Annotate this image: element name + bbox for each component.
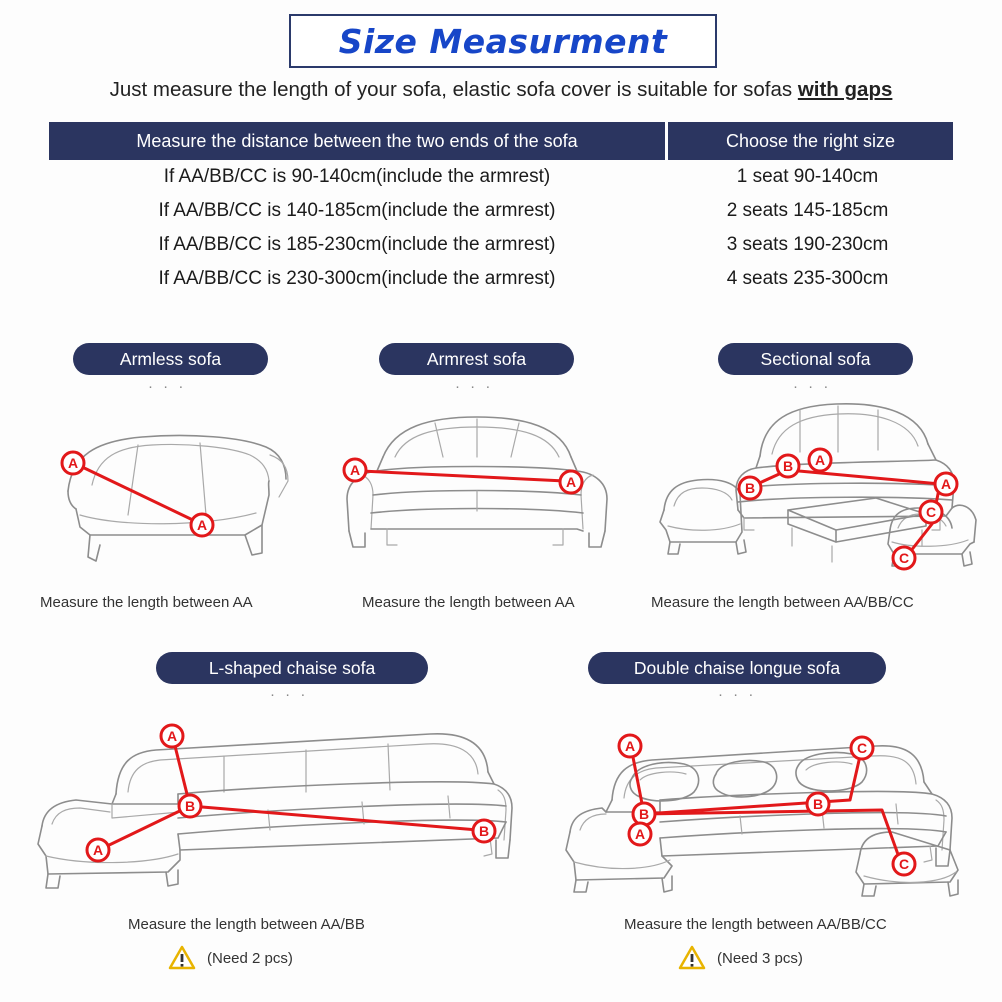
- section-dots: · · ·: [793, 378, 832, 395]
- measure-point-label: B: [184, 798, 196, 814]
- title-box: [289, 14, 717, 68]
- note-l-shaped-chaise-sofa: (Need 2 pcs): [207, 950, 293, 967]
- caption-armrest-sofa: Measure the length between AA: [362, 594, 575, 611]
- section-label-l-shaped-chaise-sofa: L-shaped chaise sofa: [156, 652, 428, 684]
- measure-point-label: C: [925, 504, 937, 520]
- measure-point-label: A: [166, 728, 178, 744]
- size-table: [49, 122, 953, 296]
- subtitle: [0, 78, 1002, 102]
- table-cell-condition: If AA/BB/CC is 230-300cm(include the armrest): [158, 268, 556, 289]
- measure-point-label: A: [940, 476, 952, 492]
- section-dots: · · ·: [455, 378, 494, 395]
- measure-point-label: A: [814, 452, 826, 468]
- measure-point-label: A: [634, 826, 646, 842]
- table-header-row: [49, 122, 953, 160]
- section-label-sectional-sofa: Sectional sofa: [718, 343, 913, 375]
- armrest-sofa-illustration: [325, 395, 625, 580]
- section-label-double-chaise-longue-sofa: Double chaise longue sofa: [588, 652, 886, 684]
- table-row: [49, 262, 953, 296]
- subtitle-lead: Just measure the length of your sofa, elastic sofa cover is suitable for sofas: [109, 78, 798, 101]
- warning-triangle-icon: [678, 945, 706, 971]
- l-shaped-chaise-sofa-illustration: [28, 700, 538, 900]
- section-label-armrest-sofa: Armrest sofa: [379, 343, 574, 375]
- table-cell-condition: If AA/BB/CC is 140-185cm(include the armrest): [158, 200, 556, 221]
- subtitle-emphasis: with gaps: [797, 78, 893, 101]
- measure-point-label: C: [898, 856, 910, 872]
- measure-point-label: B: [478, 823, 490, 839]
- measure-point-label: B: [782, 458, 794, 474]
- table-header-left: Measure the distance between the two ends of the sofa: [49, 122, 668, 160]
- table-cell-size: 4 seats 235-300cm: [726, 268, 889, 289]
- warning-triangle-icon: [168, 945, 196, 971]
- measure-point-label: A: [565, 474, 577, 490]
- section-label-armless-sofa: Armless sofa: [73, 343, 268, 375]
- caption-double-chaise-longue-sofa: Measure the length between AA/BB/CC: [624, 916, 887, 933]
- double-chaise-longue-sofa-illustration: [560, 700, 980, 900]
- measure-point-label: A: [624, 738, 636, 754]
- table-cell-size: 1 seat 90-140cm: [736, 166, 879, 187]
- section-dots: · · ·: [718, 686, 757, 703]
- table-row: [49, 228, 953, 262]
- measure-point-label: B: [812, 796, 824, 812]
- caption-armless-sofa: Measure the length between AA: [40, 594, 253, 611]
- table-cell-condition: If AA/BB/CC is 90-140cm(include the armrest): [163, 166, 551, 187]
- measure-point-label: B: [744, 480, 756, 496]
- table-header-right: Choose the right size: [668, 122, 953, 160]
- measure-point-label: A: [92, 842, 104, 858]
- section-dots: · · ·: [148, 378, 187, 395]
- table-cell-condition: If AA/BB/CC is 185-230cm(include the armrest): [158, 234, 556, 255]
- note-double-chaise-longue-sofa: (Need 3 pcs): [717, 950, 803, 967]
- page-title: Size Measurment: [338, 21, 668, 61]
- section-dots: · · ·: [270, 686, 309, 703]
- measure-point-label: A: [196, 517, 208, 533]
- table-cell-size: 3 seats 190-230cm: [726, 234, 889, 255]
- caption-sectional-sofa: Measure the length between AA/BB/CC: [651, 594, 914, 611]
- armless-sofa-illustration: [30, 395, 320, 580]
- caption-l-shaped-chaise-sofa: Measure the length between AA/BB: [128, 916, 365, 933]
- table-cell-size: 2 seats 145-185cm: [726, 200, 889, 221]
- measure-point-label: A: [67, 455, 79, 471]
- measure-point-label: C: [898, 550, 910, 566]
- sectional-sofa-illustration: [640, 390, 980, 580]
- table-row: [49, 160, 953, 194]
- measure-point-label: A: [349, 462, 361, 478]
- measure-point-label: B: [638, 806, 650, 822]
- measure-point-label: C: [856, 740, 868, 756]
- table-row: [49, 194, 953, 228]
